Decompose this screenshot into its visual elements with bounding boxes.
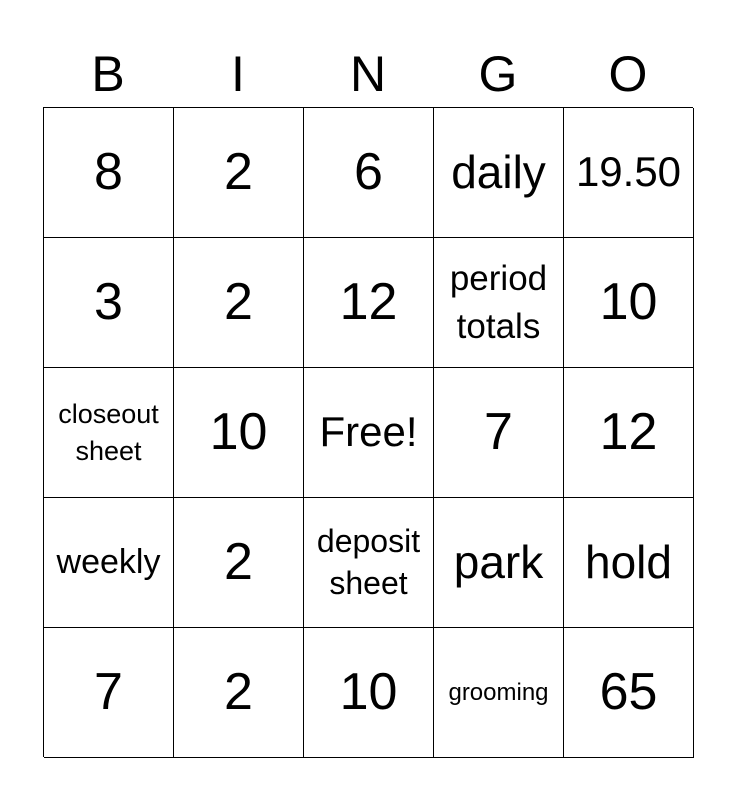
- bingo-cell-label: 8: [94, 142, 123, 201]
- bingo-cell-label: 2: [224, 272, 253, 331]
- bingo-cell-label: 2: [224, 662, 253, 721]
- bingo-cell-label: Free!: [319, 408, 418, 456]
- bingo-board: [43, 107, 693, 757]
- bingo-cell-label: hold: [585, 536, 672, 589]
- bingo-cell-label: 2: [224, 532, 253, 591]
- bingo-cell-label: 12: [339, 272, 398, 331]
- header-letter-i: I: [231, 46, 245, 102]
- bingo-cell-r2-c2[interactable]: [174, 238, 304, 368]
- bingo-cell-r1-c5[interactable]: [564, 108, 694, 238]
- bingo-cell-r3-c3[interactable]: [304, 368, 434, 498]
- bingo-cell-r5-c4[interactable]: [434, 628, 564, 758]
- bingo-cell-r1-c4[interactable]: [434, 108, 564, 238]
- bingo-cell-r2-c4[interactable]: [434, 238, 564, 368]
- bingo-cell-label: park: [453, 536, 544, 589]
- bingo-cell-label: 10: [209, 402, 268, 461]
- bingo-cell-label: 10: [599, 272, 658, 331]
- bingo-cell-r2-c1[interactable]: [44, 238, 174, 368]
- bingo-cell-r3-c2[interactable]: [174, 368, 304, 498]
- bingo-cell-r5-c2[interactable]: [174, 628, 304, 758]
- bingo-cell-r3-c4[interactable]: [434, 368, 564, 498]
- bingo-cell-r4-c5[interactable]: [564, 498, 694, 628]
- bingo-cell-r5-c3[interactable]: [304, 628, 434, 758]
- bingo-cell-label: 7: [94, 662, 123, 721]
- bingo-cell-r1-c3[interactable]: [304, 108, 434, 238]
- header-letter-b: B: [91, 46, 125, 102]
- header-letter-g: G: [478, 46, 518, 102]
- bingo-header: [43, 40, 693, 108]
- bingo-cell-label: 12: [599, 402, 658, 461]
- bingo-cell-r4-c1[interactable]: [44, 498, 174, 628]
- bingo-cell-r5-c5[interactable]: [564, 628, 694, 758]
- bingo-cell-label: 6: [354, 142, 383, 201]
- bingo-cell-r1-c2[interactable]: [174, 108, 304, 238]
- bingo-cell-label: 2: [224, 142, 253, 201]
- bingo-cell-label: daily: [451, 146, 546, 199]
- bingo-cell-label: period totals: [449, 259, 548, 346]
- bingo-cell-label: 10: [339, 662, 398, 721]
- bingo-cell-label: grooming: [448, 678, 549, 706]
- bingo-cell-label: 65: [599, 662, 658, 721]
- bingo-cell-r3-c5[interactable]: [564, 368, 694, 498]
- bingo-cell-label: 3: [94, 272, 123, 331]
- bingo-cell-r4-c4[interactable]: [434, 498, 564, 628]
- bingo-cell-r2-c5[interactable]: [564, 238, 694, 368]
- header-letter-n: N: [349, 46, 387, 102]
- header-letter-o: O: [608, 46, 648, 102]
- bingo-cell-label: closeout sheet: [58, 399, 159, 466]
- bingo-cell-label: weekly: [56, 542, 161, 581]
- bingo-cell-label: deposit sheet: [316, 522, 421, 601]
- bingo-cell-label: 7: [484, 402, 513, 461]
- bingo-cell-r1-c1[interactable]: [44, 108, 174, 238]
- bingo-cell-label: 19.50: [575, 148, 682, 196]
- bingo-cell-r3-c1[interactable]: [44, 368, 174, 498]
- bingo-cell-r2-c3[interactable]: [304, 238, 434, 368]
- bingo-cell-r5-c1[interactable]: [44, 628, 174, 758]
- bingo-cell-r4-c3[interactable]: [304, 498, 434, 628]
- bingo-cell-r4-c2[interactable]: [174, 498, 304, 628]
